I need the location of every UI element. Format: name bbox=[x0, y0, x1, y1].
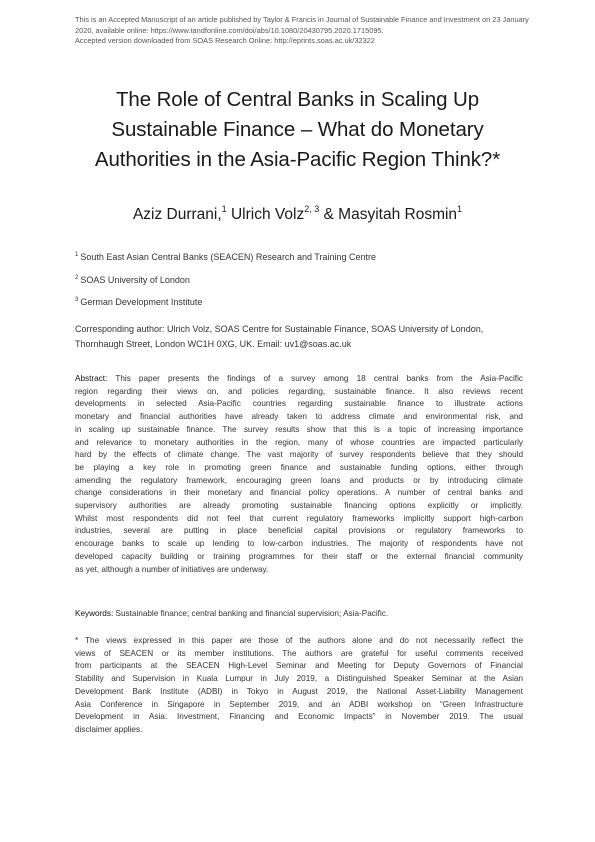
abstract-line: industries, several are putting in place beneficial capital provisions or regulatory frameworks to bbox=[75, 526, 523, 536]
corresponding-author-line: Corresponding author: Ulrich Volz, SOAS Centre for Sustainable Finance, SOAS University of London, bbox=[75, 324, 484, 334]
affiliation-text: German Development Institute bbox=[80, 297, 203, 307]
keywords-label: Keywords: bbox=[75, 609, 114, 618]
abstract-line: monetary and financial authorities have already taken to address climate and environmental risk, and bbox=[75, 412, 523, 422]
footnote-line: Development Bank Institute (ADBI) in Tokyo in August 2019, the National Asset-Liability Management bbox=[75, 686, 523, 696]
paper-title bbox=[60, 85, 535, 175]
affiliation-marker: 1 bbox=[457, 204, 463, 214]
abstract bbox=[75, 373, 523, 576]
affiliation-marker: 2, 3 bbox=[304, 204, 320, 214]
affiliation-marker: 2 bbox=[75, 275, 79, 281]
abstract-line: supervisory authorities are already promoting sustainable financing options explicitly or implicitly. bbox=[75, 501, 523, 511]
footnote-line: disclaimer applies. bbox=[75, 724, 143, 734]
author-footnote bbox=[75, 635, 523, 737]
abstract-line: change considerations in their monetary and financial policy operations. A number of central banks and bbox=[75, 488, 523, 498]
author-name: & Masyitah Rosmin bbox=[319, 206, 458, 223]
publication-note-line: 2020, available online: https://www.tandfonline.com/doi/abs/10.1080/20430795.2020.1715095. bbox=[75, 25, 384, 35]
abstract-line: in scaling up sustainable finance. The survey results show that this is a topic of increasing importance bbox=[75, 424, 523, 434]
affiliation-text: SOAS University of London bbox=[80, 275, 190, 285]
title-line: Sustainable Finance – What do Monetary bbox=[111, 118, 484, 141]
title-line: Authorities in the Asia-Pacific Region Think?* bbox=[94, 148, 501, 171]
abstract-line: encourage banks to scale up lending to low-carbon industries. The majority of respondents have not bbox=[75, 539, 523, 549]
abstract-line: and relevance to monetary authorities in the region, many of whose countries are impacted particularly bbox=[75, 437, 523, 447]
keywords bbox=[75, 609, 535, 618]
affiliation-marker: 1 bbox=[75, 252, 79, 258]
abstract-line: developed capacity building or training programmes for their staff or the external financial community bbox=[75, 551, 523, 561]
footnote-line: * The views expressed in this paper are those of the authors alone and do not necessarily reflect the bbox=[75, 636, 523, 645]
abstract-label: Abstract: bbox=[75, 374, 108, 383]
footnote-line: from participants at the SEACEN High-Level Seminar and Meeting for Deputy Governors of Financial bbox=[75, 661, 523, 671]
affiliation-marker: 3 bbox=[75, 297, 79, 303]
affiliation-marker: 1 bbox=[221, 204, 227, 214]
footnote-line: Stability and Supervision in Kuala Lumpur in July 2019, a Distinguished Speaker Seminar at the Asian bbox=[75, 674, 523, 684]
abstract-text: This paper presents the findings of a survey among 18 central banks from the Asia-Pacific bbox=[107, 374, 523, 383]
abstract-line: Whilst most respondents did not feel that current regulatory frameworks implicitly support high-carbon bbox=[75, 513, 523, 523]
affiliation-text: South East Asian Central Banks (SEACEN) Research and Training Centre bbox=[80, 252, 376, 262]
abstract-line bbox=[75, 373, 523, 386]
keywords-text: Sustainable finance; central banking and financial supervision; Asia-Pacific. bbox=[113, 609, 389, 618]
abstract-line: hard by the effects of climate change. The vast majority of survey respondents believe that they should bbox=[75, 450, 523, 460]
affiliation bbox=[75, 275, 190, 285]
author-list bbox=[60, 206, 535, 224]
abstract-line: be playing a key role in promoting green finance and sustainable funding options, either through bbox=[75, 462, 523, 472]
publication-note-line: Accepted version downloaded from SOAS Research Online: http://eprints.soas.ac.uk/32322 bbox=[75, 36, 375, 46]
abstract-line: amending the regulatory framework, encouraging green loans and products or by introducing climate bbox=[75, 475, 523, 485]
publication-note bbox=[75, 15, 535, 47]
author-name: Ulrich Volz bbox=[226, 206, 305, 223]
abstract-line: developments in selected Asia-Pacific countries regarding sustainable finance to illustrate actions bbox=[75, 399, 523, 409]
corresponding-author bbox=[75, 322, 535, 352]
corresponding-author-line: Thornhaugh Street, London WC1H 0XG, UK. Email: uv1@soas.ac.uk bbox=[75, 339, 352, 349]
footnote-line: Asia Conference in Singapore in September 2019, and an ADBI workshop on “Green Infrastructure bbox=[75, 699, 523, 709]
publication-note-line: This is an Accepted Manuscript of an article published by Taylor & Francis in Journal of Sustainable Finance and Investment on 23 January bbox=[75, 15, 529, 24]
affiliation bbox=[75, 297, 202, 307]
footnote-line: Development in Asia: Investment, Financing and Economic Impacts” in November 2019. The usual bbox=[75, 712, 523, 722]
title-line: The Role of Central Banks in Scaling Up bbox=[115, 88, 479, 111]
footnote-line: views of SEACEN or its member institutions. The authors are grateful for useful comments received bbox=[75, 648, 523, 658]
abstract-line: region regarding their views on, and policies regarding, sustainable finance. It also reviews recent bbox=[75, 386, 523, 396]
affiliation bbox=[75, 252, 376, 262]
author-name: Aziz Durrani, bbox=[132, 206, 222, 223]
abstract-line: as yet, although a number of initiatives are underway. bbox=[75, 564, 269, 574]
